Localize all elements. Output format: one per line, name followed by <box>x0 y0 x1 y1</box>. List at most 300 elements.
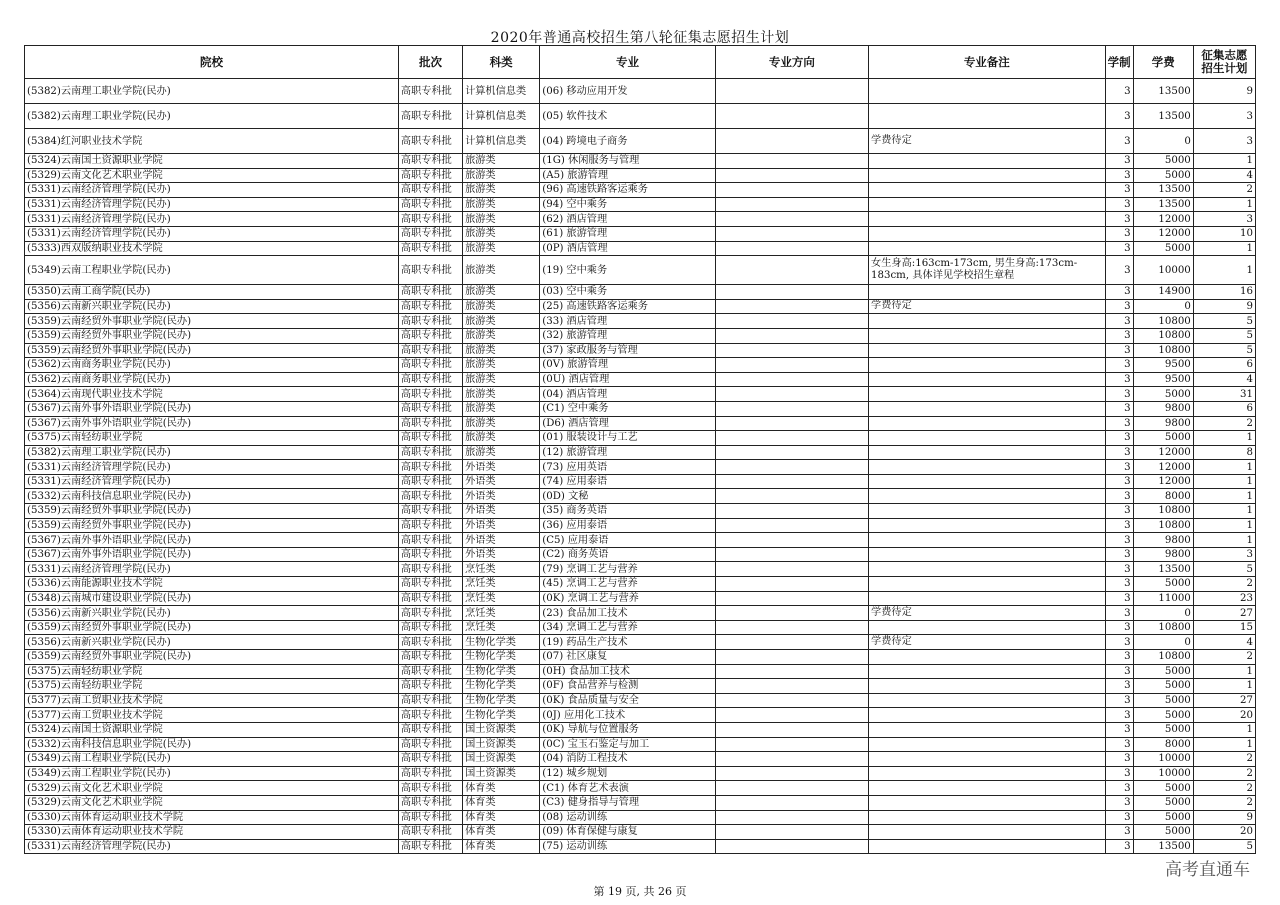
cell-remark <box>869 358 1106 373</box>
cell-direction <box>715 737 868 752</box>
cell-major: (45) 烹调工艺与营养 <box>540 577 715 592</box>
cell-plan: 16 <box>1193 285 1255 300</box>
cell-fee: 9800 <box>1133 533 1193 548</box>
table-row <box>25 285 1256 300</box>
cell-plan: 1 <box>1193 722 1255 737</box>
cell-school: (5331)云南经济管理学院(民办) <box>25 474 399 489</box>
cell-remark <box>869 533 1106 548</box>
cell-batch: 高职专科批 <box>398 591 462 606</box>
cell-category: 旅游类 <box>463 299 540 314</box>
table-row <box>25 577 1256 592</box>
table-row <box>25 299 1256 314</box>
cell-direction <box>715 795 868 810</box>
cell-school: (5330)云南体育运动职业技术学院 <box>25 810 399 825</box>
cell-remark <box>869 328 1106 343</box>
cell-batch: 高职专科批 <box>398 795 462 810</box>
cell-batch: 高职专科批 <box>398 299 462 314</box>
cell-direction <box>715 299 868 314</box>
table-row <box>25 343 1256 358</box>
cell-years: 3 <box>1105 79 1133 104</box>
cell-batch: 高职专科批 <box>398 256 462 285</box>
cell-plan: 5 <box>1193 343 1255 358</box>
cell-years: 3 <box>1105 635 1133 650</box>
cell-major: (32) 旅游管理 <box>540 328 715 343</box>
cell-batch: 高职专科批 <box>398 839 462 854</box>
cell-major: (0K) 烹调工艺与营养 <box>540 591 715 606</box>
cell-batch: 高职专科批 <box>398 197 462 212</box>
cell-category: 生物化学类 <box>463 635 540 650</box>
cell-category: 体育类 <box>463 825 540 840</box>
cell-fee: 5000 <box>1133 154 1193 169</box>
cell-remark <box>869 708 1106 723</box>
cell-direction <box>715 129 868 154</box>
table-row <box>25 752 1256 767</box>
table-row <box>25 197 1256 212</box>
cell-category: 体育类 <box>463 810 540 825</box>
table-row <box>25 650 1256 665</box>
cell-major: (04) 消防工程技术 <box>540 752 715 767</box>
cell-category: 烹饪类 <box>463 577 540 592</box>
cell-major: (0U) 酒店管理 <box>540 372 715 387</box>
cell-years: 3 <box>1105 752 1133 767</box>
cell-years: 3 <box>1105 693 1133 708</box>
cell-plan: 6 <box>1193 401 1255 416</box>
cell-batch: 高职专科批 <box>398 679 462 694</box>
cell-school: (5362)云南商务职业学院(民办) <box>25 358 399 373</box>
cell-fee: 5000 <box>1133 577 1193 592</box>
cell-batch: 高职专科批 <box>398 810 462 825</box>
cell-plan: 2 <box>1193 795 1255 810</box>
cell-major: (0D) 文秘 <box>540 489 715 504</box>
cell-plan: 1 <box>1193 737 1255 752</box>
cell-plan: 1 <box>1193 664 1255 679</box>
cell-school: (5350)云南工商学院(民办) <box>25 285 399 300</box>
table-row <box>25 679 1256 694</box>
cell-remark <box>869 504 1106 519</box>
cell-school: (5356)云南新兴职业学院(民办) <box>25 299 399 314</box>
cell-remark <box>869 781 1106 796</box>
cell-direction <box>715 825 868 840</box>
cell-fee: 13500 <box>1133 562 1193 577</box>
cell-fee: 5000 <box>1133 781 1193 796</box>
table-row <box>25 737 1256 752</box>
table-row <box>25 372 1256 387</box>
table-row <box>25 781 1256 796</box>
cell-fee: 10800 <box>1133 343 1193 358</box>
table-row <box>25 183 1256 198</box>
cell-plan: 27 <box>1193 606 1255 621</box>
cell-major: (04) 酒店管理 <box>540 387 715 402</box>
table-row <box>25 504 1256 519</box>
cell-fee: 9800 <box>1133 401 1193 416</box>
watermark: 高考直通车 <box>1165 860 1250 880</box>
cell-category: 烹饪类 <box>463 606 540 621</box>
table-row <box>25 168 1256 183</box>
cell-remark <box>869 547 1106 562</box>
cell-major: (06) 移动应用开发 <box>540 79 715 104</box>
cell-remark <box>869 431 1106 446</box>
cell-fee: 13500 <box>1133 79 1193 104</box>
cell-remark <box>869 226 1106 241</box>
cell-major: (74) 应用泰语 <box>540 474 715 489</box>
cell-years: 3 <box>1105 489 1133 504</box>
cell-category: 旅游类 <box>463 197 540 212</box>
cell-direction <box>715 328 868 343</box>
table-row <box>25 226 1256 241</box>
cell-major: (35) 商务英语 <box>540 504 715 519</box>
cell-school: (5359)云南经贸外事职业学院(民办) <box>25 620 399 635</box>
header-major: 专业 <box>540 46 715 79</box>
cell-remark <box>869 314 1106 329</box>
cell-major: (25) 高速铁路客运乘务 <box>540 299 715 314</box>
cell-fee: 0 <box>1133 606 1193 621</box>
cell-direction <box>715 285 868 300</box>
cell-years: 3 <box>1105 664 1133 679</box>
cell-years: 3 <box>1105 343 1133 358</box>
cell-major: (34) 烹调工艺与营养 <box>540 620 715 635</box>
cell-batch: 高职专科批 <box>398 372 462 387</box>
cell-fee: 5000 <box>1133 795 1193 810</box>
cell-batch: 高职专科批 <box>398 104 462 129</box>
cell-direction <box>715 708 868 723</box>
cell-plan: 2 <box>1193 781 1255 796</box>
header-school: 院校 <box>25 46 399 79</box>
cell-remark <box>869 343 1106 358</box>
cell-plan: 1 <box>1193 474 1255 489</box>
table-row <box>25 664 1256 679</box>
cell-plan: 1 <box>1193 533 1255 548</box>
cell-school: (5329)云南文化艺术职业学院 <box>25 781 399 796</box>
cell-direction <box>715 358 868 373</box>
cell-fee: 13500 <box>1133 197 1193 212</box>
cell-major: (19) 空中乘务 <box>540 256 715 285</box>
cell-direction <box>715 664 868 679</box>
cell-category: 旅游类 <box>463 358 540 373</box>
cell-batch: 高职专科批 <box>398 168 462 183</box>
cell-years: 3 <box>1105 620 1133 635</box>
cell-batch: 高职专科批 <box>398 212 462 227</box>
cell-major: (1G) 休闲服务与管理 <box>540 154 715 169</box>
cell-batch: 高职专科批 <box>398 445 462 460</box>
table-row <box>25 825 1256 840</box>
table-row <box>25 474 1256 489</box>
cell-direction <box>715 722 868 737</box>
cell-major: (0J) 应用化工技术 <box>540 708 715 723</box>
table-row <box>25 722 1256 737</box>
cell-school: (5349)云南工程职业学院(民办) <box>25 752 399 767</box>
cell-major: (62) 酒店管理 <box>540 212 715 227</box>
cell-direction <box>715 212 868 227</box>
cell-direction <box>715 387 868 402</box>
cell-category: 旅游类 <box>463 314 540 329</box>
cell-years: 3 <box>1105 547 1133 562</box>
table-row <box>25 766 1256 781</box>
cell-years: 3 <box>1105 256 1133 285</box>
cell-plan: 1 <box>1193 241 1255 256</box>
cell-direction <box>715 241 868 256</box>
cell-category: 旅游类 <box>463 256 540 285</box>
cell-plan: 20 <box>1193 825 1255 840</box>
cell-fee: 10800 <box>1133 504 1193 519</box>
cell-plan: 1 <box>1193 489 1255 504</box>
cell-batch: 高职专科批 <box>398 154 462 169</box>
cell-batch: 高职专科批 <box>398 328 462 343</box>
cell-category: 体育类 <box>463 781 540 796</box>
enrollment-plan-table <box>24 45 1256 854</box>
cell-years: 3 <box>1105 577 1133 592</box>
cell-major: (96) 高速铁路客运乘务 <box>540 183 715 198</box>
cell-school: (5331)云南经济管理学院(民办) <box>25 183 399 198</box>
cell-fee: 12000 <box>1133 445 1193 460</box>
cell-major: (C5) 应用泰语 <box>540 533 715 548</box>
cell-direction <box>715 679 868 694</box>
cell-direction <box>715 314 868 329</box>
cell-direction <box>715 781 868 796</box>
cell-category: 外语类 <box>463 460 540 475</box>
cell-category: 旅游类 <box>463 387 540 402</box>
cell-years: 3 <box>1105 299 1133 314</box>
cell-remark <box>869 445 1106 460</box>
cell-fee: 10000 <box>1133 766 1193 781</box>
cell-school: (5377)云南工贸职业技术学院 <box>25 693 399 708</box>
cell-school: (5382)云南理工职业学院(民办) <box>25 79 399 104</box>
cell-fee: 9800 <box>1133 416 1193 431</box>
cell-fee: 12000 <box>1133 226 1193 241</box>
cell-years: 3 <box>1105 766 1133 781</box>
cell-remark <box>869 839 1106 854</box>
cell-direction <box>715 635 868 650</box>
cell-direction <box>715 460 868 475</box>
table-row <box>25 839 1256 854</box>
cell-remark <box>869 795 1106 810</box>
cell-school: (5359)云南经贸外事职业学院(民办) <box>25 314 399 329</box>
cell-fee: 9500 <box>1133 372 1193 387</box>
cell-remark <box>869 693 1106 708</box>
cell-years: 3 <box>1105 562 1133 577</box>
cell-plan: 15 <box>1193 620 1255 635</box>
cell-category: 体育类 <box>463 839 540 854</box>
cell-plan: 2 <box>1193 416 1255 431</box>
cell-direction <box>715 591 868 606</box>
cell-school: (5324)云南国土资源职业学院 <box>25 154 399 169</box>
cell-years: 3 <box>1105 168 1133 183</box>
cell-batch: 高职专科批 <box>398 518 462 533</box>
cell-plan: 27 <box>1193 693 1255 708</box>
cell-fee: 0 <box>1133 635 1193 650</box>
cell-plan: 5 <box>1193 328 1255 343</box>
header-plan <box>1193 46 1255 79</box>
cell-category: 国土资源类 <box>463 722 540 737</box>
cell-direction <box>715 226 868 241</box>
cell-remark <box>869 387 1106 402</box>
table-row <box>25 518 1256 533</box>
cell-plan: 1 <box>1193 504 1255 519</box>
cell-category: 国土资源类 <box>463 766 540 781</box>
cell-school: (5364)云南现代职业技术学院 <box>25 387 399 402</box>
cell-major: (94) 空中乘务 <box>540 197 715 212</box>
cell-fee: 5000 <box>1133 722 1193 737</box>
cell-category: 旅游类 <box>463 343 540 358</box>
cell-plan: 31 <box>1193 387 1255 402</box>
cell-plan: 5 <box>1193 314 1255 329</box>
cell-fee: 13500 <box>1133 104 1193 129</box>
table-row <box>25 635 1256 650</box>
cell-direction <box>715 693 868 708</box>
cell-major: (04) 跨境电子商务 <box>540 129 715 154</box>
cell-category: 计算机信息类 <box>463 129 540 154</box>
cell-direction <box>715 474 868 489</box>
cell-major: (12) 城乡规划 <box>540 766 715 781</box>
cell-plan: 1 <box>1193 518 1255 533</box>
cell-years: 3 <box>1105 518 1133 533</box>
table-row <box>25 328 1256 343</box>
cell-plan: 2 <box>1193 577 1255 592</box>
table-row <box>25 212 1256 227</box>
cell-school: (5332)云南科技信息职业学院(民办) <box>25 737 399 752</box>
cell-years: 3 <box>1105 679 1133 694</box>
cell-batch: 高职专科批 <box>398 183 462 198</box>
cell-plan: 2 <box>1193 752 1255 767</box>
table-row <box>25 591 1256 606</box>
cell-years: 3 <box>1105 591 1133 606</box>
cell-category: 旅游类 <box>463 401 540 416</box>
cell-remark <box>869 168 1106 183</box>
cell-remark <box>869 577 1106 592</box>
cell-batch: 高职专科批 <box>398 358 462 373</box>
cell-batch: 高职专科批 <box>398 664 462 679</box>
table-row <box>25 606 1256 621</box>
cell-fee: 14900 <box>1133 285 1193 300</box>
header-plan-line1: 征集志愿 <box>1201 48 1248 62</box>
cell-remark: 学费待定 <box>869 635 1106 650</box>
cell-years: 3 <box>1105 212 1133 227</box>
cell-remark <box>869 154 1106 169</box>
cell-years: 3 <box>1105 722 1133 737</box>
cell-remark: 学费待定 <box>869 299 1106 314</box>
cell-major: (37) 家政服务与管理 <box>540 343 715 358</box>
cell-plan: 6 <box>1193 358 1255 373</box>
cell-batch: 高职专科批 <box>398 781 462 796</box>
cell-school: (5336)云南能源职业技术学院 <box>25 577 399 592</box>
cell-plan: 8 <box>1193 445 1255 460</box>
cell-batch: 高职专科批 <box>398 547 462 562</box>
cell-remark: 学费待定 <box>869 606 1106 621</box>
table-row <box>25 562 1256 577</box>
cell-major: (0F) 食品营养与检测 <box>540 679 715 694</box>
cell-category: 计算机信息类 <box>463 79 540 104</box>
table-row <box>25 241 1256 256</box>
cell-batch: 高职专科批 <box>398 722 462 737</box>
cell-school: (5367)云南外事外语职业学院(民办) <box>25 547 399 562</box>
header-plan-line2: 招生计划 <box>1201 61 1248 75</box>
cell-batch: 高职专科批 <box>398 737 462 752</box>
cell-fee: 5000 <box>1133 664 1193 679</box>
cell-category: 旅游类 <box>463 154 540 169</box>
cell-school: (5362)云南商务职业学院(民办) <box>25 372 399 387</box>
cell-years: 3 <box>1105 416 1133 431</box>
cell-major: (C2) 商务英语 <box>540 547 715 562</box>
cell-batch: 高职专科批 <box>398 343 462 358</box>
cell-plan: 1 <box>1193 460 1255 475</box>
cell-school: (5367)云南外事外语职业学院(民办) <box>25 416 399 431</box>
cell-years: 3 <box>1105 226 1133 241</box>
cell-remark: 女生身高:163cm-173cm, 男生身高:173cm-183cm, 具体详见学校招生章程 <box>869 256 1106 285</box>
cell-fee: 9800 <box>1133 547 1193 562</box>
cell-school: (5377)云南工贸职业技术学院 <box>25 708 399 723</box>
cell-fee: 0 <box>1133 129 1193 154</box>
cell-batch: 高职专科批 <box>398 752 462 767</box>
cell-batch: 高职专科批 <box>398 314 462 329</box>
cell-years: 3 <box>1105 183 1133 198</box>
cell-remark <box>869 752 1106 767</box>
cell-remark <box>869 562 1106 577</box>
cell-batch: 高职专科批 <box>398 387 462 402</box>
table-row <box>25 445 1256 460</box>
cell-school: (5329)云南文化艺术职业学院 <box>25 795 399 810</box>
cell-remark <box>869 766 1106 781</box>
cell-school: (5332)云南科技信息职业学院(民办) <box>25 489 399 504</box>
table-row <box>25 460 1256 475</box>
cell-remark <box>869 825 1106 840</box>
cell-category: 生物化学类 <box>463 650 540 665</box>
table-row <box>25 79 1256 104</box>
cell-plan: 1 <box>1193 679 1255 694</box>
cell-school: (5359)云南经贸外事职业学院(民办) <box>25 504 399 519</box>
cell-school: (5331)云南经济管理学院(民办) <box>25 212 399 227</box>
cell-direction <box>715 766 868 781</box>
cell-school: (5329)云南文化艺术职业学院 <box>25 168 399 183</box>
cell-major: (08) 运动训练 <box>540 810 715 825</box>
cell-batch: 高职专科批 <box>398 766 462 781</box>
cell-school: (5375)云南轻纺职业学院 <box>25 664 399 679</box>
cell-plan: 5 <box>1193 562 1255 577</box>
table-row <box>25 708 1256 723</box>
table-row <box>25 387 1256 402</box>
cell-remark <box>869 591 1106 606</box>
cell-school: (5382)云南理工职业学院(民办) <box>25 445 399 460</box>
cell-category: 计算机信息类 <box>463 104 540 129</box>
cell-remark <box>869 372 1106 387</box>
cell-remark <box>869 650 1106 665</box>
cell-major: (D6) 酒店管理 <box>540 416 715 431</box>
cell-years: 3 <box>1105 839 1133 854</box>
cell-plan: 2 <box>1193 766 1255 781</box>
cell-plan: 3 <box>1193 104 1255 129</box>
cell-remark <box>869 104 1106 129</box>
cell-major: (36) 应用泰语 <box>540 518 715 533</box>
cell-batch: 高职专科批 <box>398 650 462 665</box>
cell-category: 生物化学类 <box>463 664 540 679</box>
table-row <box>25 795 1256 810</box>
cell-fee: 0 <box>1133 299 1193 314</box>
cell-school: (5331)云南经济管理学院(民办) <box>25 839 399 854</box>
cell-direction <box>715 752 868 767</box>
cell-major: (23) 食品加工技术 <box>540 606 715 621</box>
cell-years: 3 <box>1105 285 1133 300</box>
table-row <box>25 693 1256 708</box>
cell-direction <box>715 562 868 577</box>
cell-batch: 高职专科批 <box>398 504 462 519</box>
cell-category: 体育类 <box>463 795 540 810</box>
cell-direction <box>715 577 868 592</box>
cell-years: 3 <box>1105 431 1133 446</box>
cell-years: 3 <box>1105 810 1133 825</box>
cell-direction <box>715 104 868 129</box>
cell-school: (5359)云南经贸外事职业学院(民办) <box>25 650 399 665</box>
cell-fee: 5000 <box>1133 387 1193 402</box>
cell-school: (5331)云南经济管理学院(民办) <box>25 197 399 212</box>
cell-direction <box>715 256 868 285</box>
